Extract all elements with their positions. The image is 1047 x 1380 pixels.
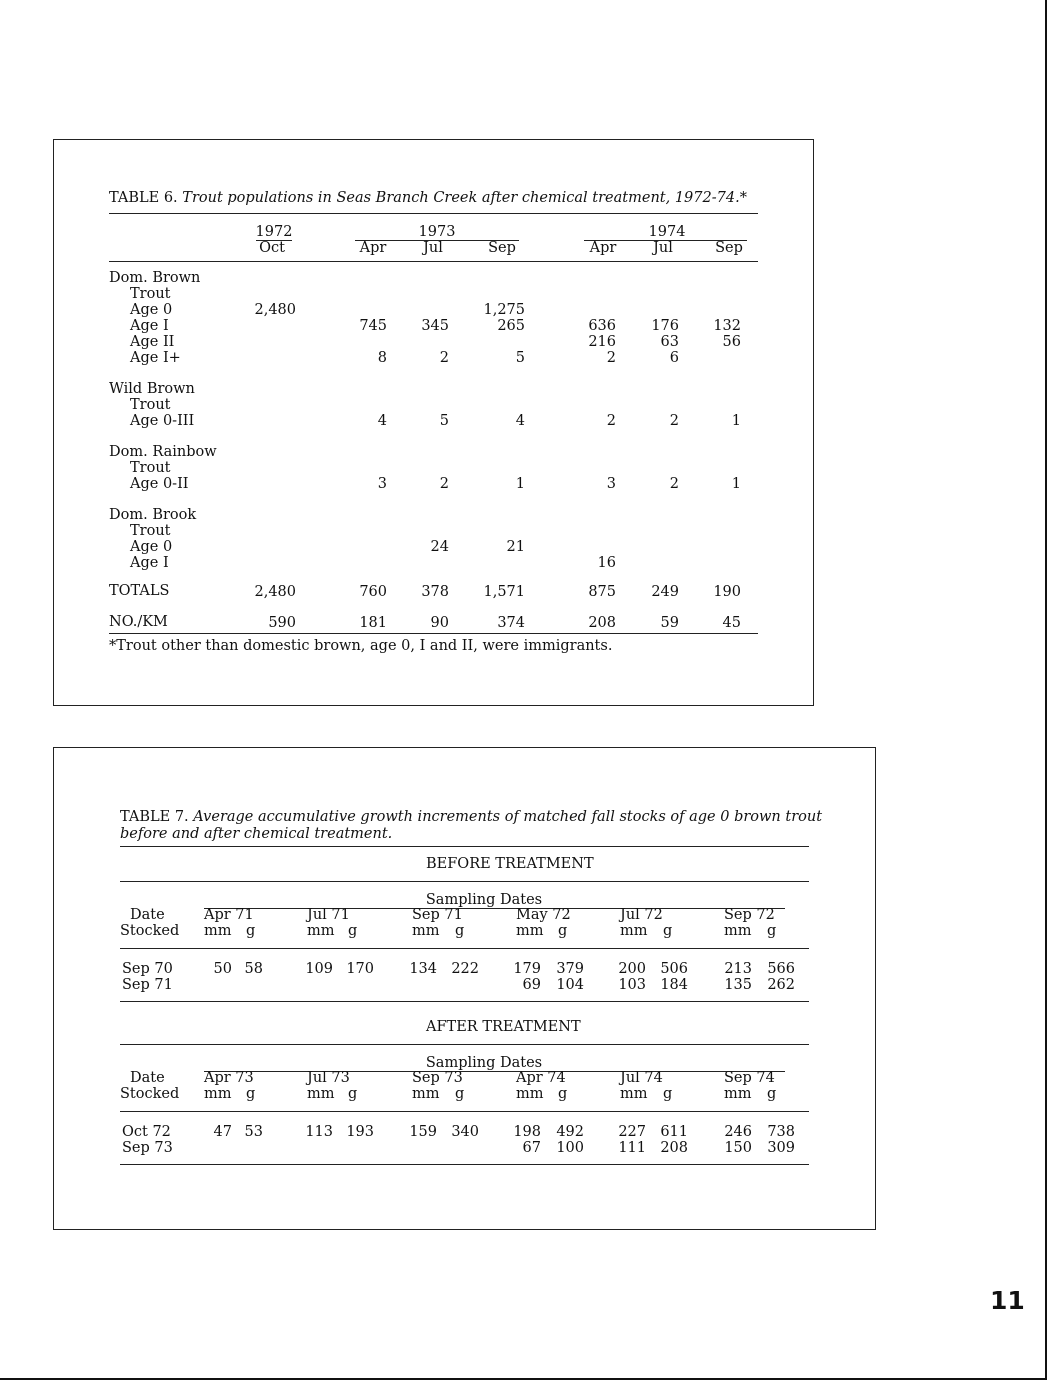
table6-cell: 6 [669,350,679,366]
table7-header-rule [120,1111,809,1112]
table6-cell: 3 [606,476,616,492]
table6-cell: 8 [377,350,387,366]
table6-cell: 176 [651,318,679,334]
table7-cell: 200 [618,961,646,977]
table7-cell: 611 [660,1124,688,1140]
table6-cell: 24 [430,539,449,555]
table6-cell: 132 [713,318,741,334]
table6-cell: 63 [660,334,679,350]
table7-section-heading: AFTER TREATMENT [426,1019,581,1035]
table7-header-rule [120,948,809,949]
table7-cell: 150 [724,1140,752,1156]
table6-cell: 2 [606,350,616,366]
table6-cell: 636 [588,318,616,334]
table7-cell: 262 [767,977,795,993]
table7-sampling-rule [204,1071,785,1072]
table7-cell: 135 [724,977,752,993]
table7-sampling-label: Sampling Dates [425,1055,543,1071]
table7-top-rule [120,846,809,847]
table6-cell: 2 [439,476,449,492]
table7-cell: 50 [213,961,232,977]
table7-cell: 246 [724,1124,752,1140]
table7-date-header: Jul 72 [620,907,663,923]
table7-unit-header: mm [620,1086,648,1102]
table7-date-header: Jul 73 [307,1070,350,1086]
table7-date-header: Sep 73 [412,1070,463,1086]
table6-row-label: Age II [130,334,175,350]
table6-year: 1974 [648,224,686,240]
table7-cell: 492 [556,1124,584,1140]
table7-cell: 58 [244,961,263,977]
table7-cell: 69 [522,977,541,993]
table7-date-header: Apr 73 [204,1070,254,1086]
table6-group-name: Dom. Brook [109,507,197,523]
table6-row-label: Age I+ [130,350,181,366]
table6-group-name: Wild Brown [109,381,195,397]
table6-row-label: Age 0 [130,302,173,318]
table6-cell: 5 [515,350,525,366]
table7-stocked-label: Stocked [120,923,180,939]
table6-perkm-cell: 374 [497,615,525,631]
table7-title-line1: Average accumulative growth increments of matched fall stocks of age 0 brown trout [193,809,823,825]
table6-row-label: Age I [130,318,169,334]
table6-year: 1972 [255,224,293,240]
table6-perkm-cell: 59 [660,615,679,631]
table7-unit-header: mm [204,1086,232,1102]
table7-cell: 111 [618,1140,646,1156]
table7-date-header: Apr 71 [204,907,254,923]
table7-cell: 179 [513,961,541,977]
table7-sampling-rule [204,908,785,909]
table6-cell: 1,275 [483,302,525,318]
table6-totals-cell: 249 [651,584,679,600]
table6-group-name: Dom. Brown [109,270,201,286]
table7-label: TABLE 7. Average accumulative growth increments of matched fall stocks of age 0 brown trout [120,809,823,825]
table7-cell: 340 [451,1124,479,1140]
table7-cell: 184 [660,977,688,993]
table7-unit-header: mm [412,923,440,939]
table6-row-label: Age 0-II [130,476,189,492]
table6-month-header: Sep [488,240,516,256]
table7-cell: 113 [305,1124,333,1140]
table7-unit-header: g [348,923,358,939]
table6-totals-cell: 1,571 [483,584,525,600]
table6-totals-cell: 760 [359,584,387,600]
table7-unit-header: g [348,1086,358,1102]
table7-unit-header: mm [724,1086,752,1102]
table7-cell: 222 [451,961,479,977]
table7-section-rule [120,1044,809,1045]
table6-perkm-label: NO./KM [109,614,168,630]
table6-footnote: *Trout other than domestic brown, age 0, I and II, were immigrants. [109,638,613,654]
table6-row-label: Age 0-III [130,413,195,429]
table7-unit-header: mm [412,1086,440,1102]
table7-unit-header: mm [307,923,335,939]
table7-unit-header: g [663,1086,673,1102]
table6-cell: 2 [439,350,449,366]
table6-cell: 2 [669,413,679,429]
table7-cell: 47 [213,1124,232,1140]
table7-unit-header: g [455,923,465,939]
table6-title: Trout populations in Seas Branch Creek after chemical treatment, 1972-74.* [182,190,747,206]
table7-unit-header: g [246,923,256,939]
table7-cell: 309 [767,1140,795,1156]
table7-unit-header: mm [204,923,232,939]
table6-cell: 1 [515,476,525,492]
table6-month-header: Sep [715,240,743,256]
table6-cell: 5 [439,413,449,429]
table6-group-sub: Trout [130,286,171,302]
table7-cell: 379 [556,961,584,977]
table6-top-rule [109,213,758,214]
table6-cell: 265 [497,318,525,334]
table7-unit-header: g [767,1086,777,1102]
table7-row-label: Oct 72 [122,1124,171,1140]
table7-cell: 227 [618,1124,646,1140]
table7-section-bottom-rule [120,1164,809,1165]
table7-row-label: Sep 70 [122,961,173,977]
table6-month-header: Jul [423,240,443,256]
table7-row-label: Sep 71 [122,977,173,993]
table7-cell: 506 [660,961,688,977]
table6-cell: 216 [588,334,616,350]
table6-month-header: Apr [589,240,617,256]
table7-unit-header: mm [724,923,752,939]
table6-cell: 3 [377,476,387,492]
table7-cell: 103 [618,977,646,993]
table6-totals-cell: 190 [713,584,741,600]
table7-unit-header: g [767,923,777,939]
table6-cell: 1 [731,413,741,429]
table6-cell: 21 [506,539,525,555]
table6-group-sub: Trout [130,397,171,413]
table7-date-header: Apr 74 [516,1070,566,1086]
table7-date-label: Date [130,907,165,923]
table7-title-line2: before and after chemical treatment. [120,826,393,842]
table7-date-header: Sep 71 [412,907,463,923]
table7-unit-header: g [663,923,673,939]
table7-unit-header: g [558,1086,568,1102]
table7-section-rule [120,881,809,882]
table6-group-sub: Trout [130,460,171,476]
table6-month-header: Oct [259,240,285,256]
table7-cell: 134 [409,961,437,977]
table7-unit-header: mm [516,923,544,939]
table7-unit-header: g [455,1086,465,1102]
table7-cell: 159 [409,1124,437,1140]
table6-totals-label: TOTALS [109,583,170,599]
table6-cell: 2 [669,476,679,492]
table6-cell: 745 [359,318,387,334]
table6-bottom-rule [109,633,758,634]
table6-row-label: Age I [130,555,169,571]
table7-date-label: Date [130,1070,165,1086]
table6-perkm-cell: 45 [722,615,741,631]
table7-date-header: Sep 74 [724,1070,775,1086]
table6-perkm-cell: 181 [359,615,387,631]
table6-cell: 345 [421,318,449,334]
page-number: 11 [990,1286,1025,1315]
table6-cell: 4 [377,413,387,429]
table7-section-heading: BEFORE TREATMENT [426,856,594,872]
table6-cell: 16 [597,555,616,571]
table6-month-header: Apr [359,240,387,256]
table6-group-name: Dom. Rainbow [109,444,217,460]
table6-month-header: Jul [653,240,673,256]
table7-date-header: May 72 [516,907,571,923]
table7-date-header: Jul 71 [307,907,350,923]
table7-cell: 109 [305,961,333,977]
table6-totals-cell: 2,480 [254,584,296,600]
table6-cell: 4 [515,413,525,429]
table6-cell: 56 [722,334,741,350]
table7-cell: 738 [767,1124,795,1140]
table6-perkm-cell: 90 [430,615,449,631]
table6-header-rule [109,261,758,262]
table6-cell: 1 [731,476,741,492]
table7-row-label: Sep 73 [122,1140,173,1156]
table7-sampling-label: Sampling Dates [425,892,543,908]
table7-cell: 208 [660,1140,688,1156]
table7-cell: 100 [556,1140,584,1156]
table6-totals-cell: 875 [588,584,616,600]
table7-cell: 67 [522,1140,541,1156]
table6-label: TABLE 6. Trout populations in Seas Branch Creek after chemical treatment, 1972-74.* [109,190,747,206]
table6-perkm-cell: 208 [588,615,616,631]
table7-cell: 566 [767,961,795,977]
table7-cell: 170 [346,961,374,977]
table6-year: 1973 [418,224,456,240]
table7-cell: 198 [513,1124,541,1140]
table7-cell: 193 [346,1124,374,1140]
table7-unit-header: mm [620,923,648,939]
table7-unit-header: g [558,923,568,939]
table7-unit-header: mm [516,1086,544,1102]
table6-group-sub: Trout [130,523,171,539]
table6-perkm-cell: 590 [268,615,296,631]
table7-date-header: Jul 74 [620,1070,663,1086]
table7-cell: 53 [244,1124,263,1140]
table7-date-header: Sep 72 [724,907,775,923]
table7-unit-header: mm [307,1086,335,1102]
table7-cell: 213 [724,961,752,977]
table6-cell: 2,480 [254,302,296,318]
table7-unit-header: g [246,1086,256,1102]
table6-row-label: Age 0 [130,539,173,555]
table6-cell: 2 [606,413,616,429]
table7-stocked-label: Stocked [120,1086,180,1102]
table7-section-bottom-rule [120,1001,809,1002]
table7-cell: 104 [556,977,584,993]
table6-totals-cell: 378 [421,584,449,600]
